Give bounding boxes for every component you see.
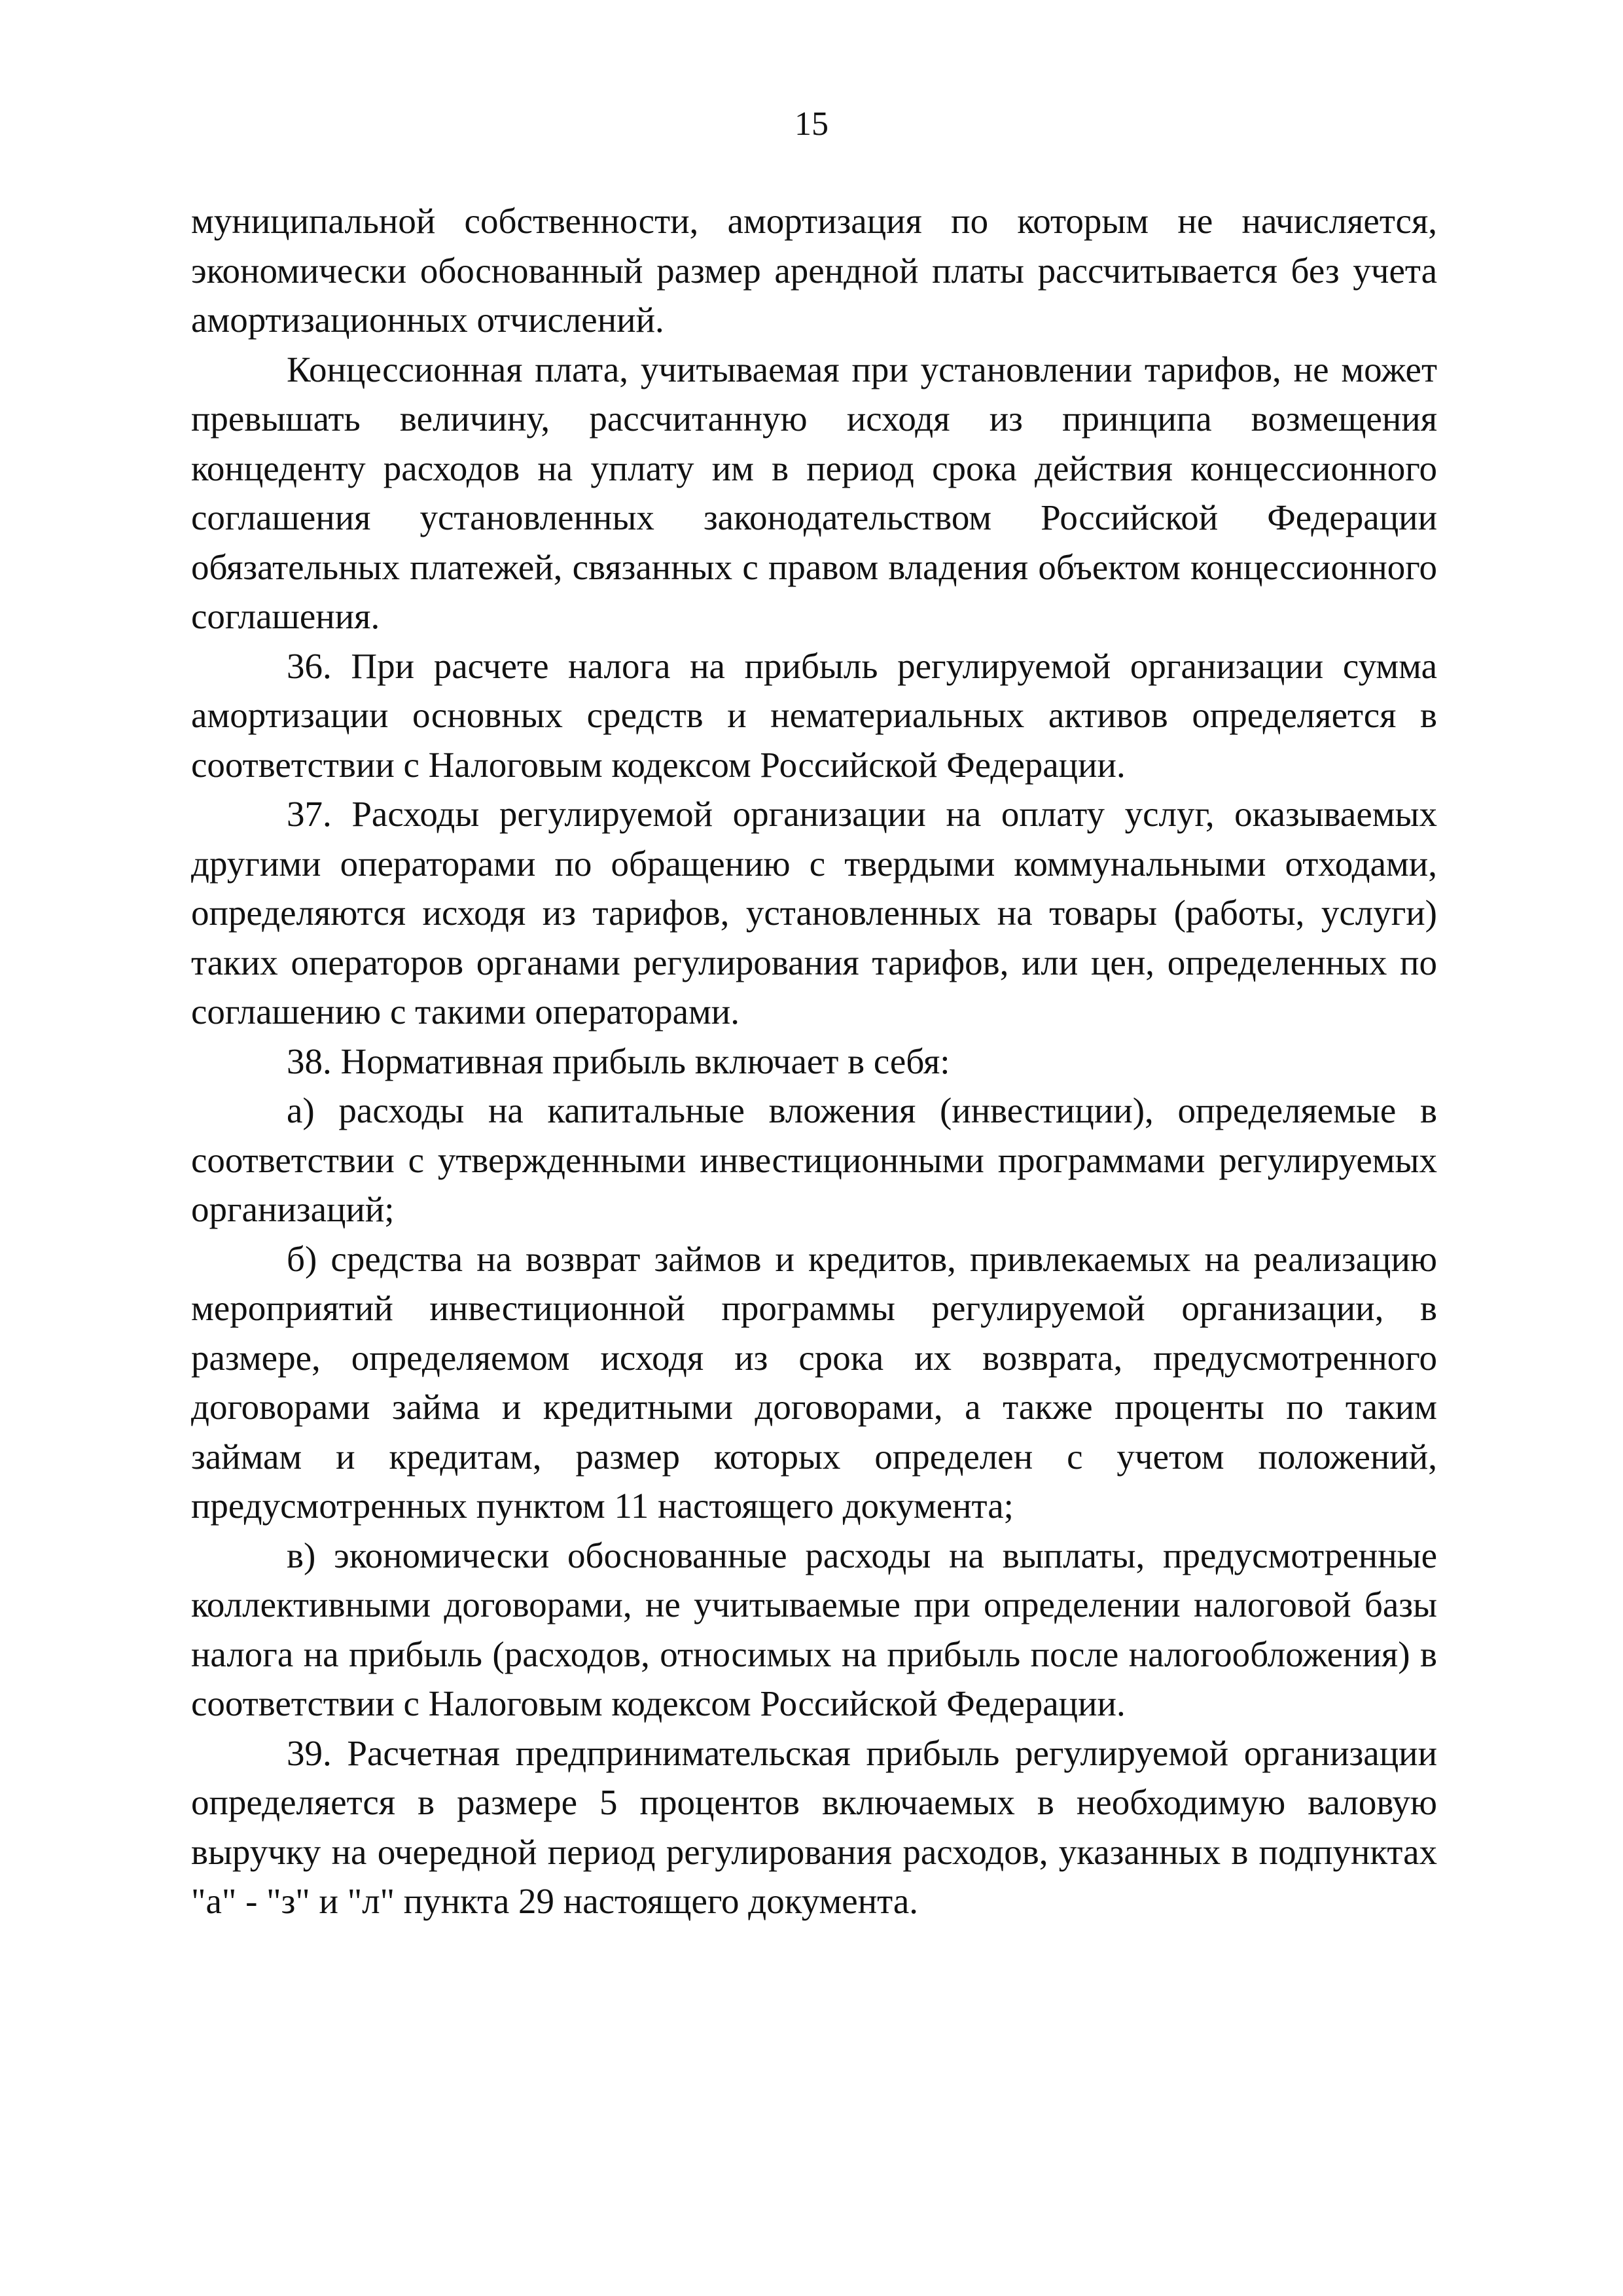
paragraph-subitem-b: б) средства на возврат займов и кредитов, привлекаемых на реализацию мероприятий инвестиционной программы регулируемой организации, в размере, определяемом исходя из срока их возврата, предусмотренного договорами займа и кредитными договорами, а также проценты по таким займам и кредитам, размер которых определен с учетом положений, предусмотренных пунктом 11 настоящего документа; [191,1238,1437,1526]
paragraph-item-37: 37. Расходы регулируемой организации на оплату услуг, оказываемых другими операторами по обращению с твердыми коммунальными отходами, определяются исходя из тарифов, установленных на товары (работы, услуги) таких операторов органами регулирования тарифов, или цен, определенных по соглашению с такими операторами. [191,794,1437,1031]
paragraph-concession-fee: Концессионная плата, учитываемая при установлении тарифов, не может превышать величину, рассчитанную исходя из принципа возмещения концеденту расходов на уплату им в период срока действия концессионного соглашения установленных законодательством Российской Федерации обязательных платежей, связанных с правом владения объектом концессионного соглашения. [191,349,1437,636]
paragraph-subitem-a: а) расходы на капитальные вложения (инвестиции), определяемые в соответствии с утвержденными инвестиционными программами регулируемых организаций; [191,1090,1437,1229]
paragraph-subitem-v: в) экономически обоснованные расходы на выплаты, предусмотренные коллективными договорами, не учитываемые при определении налоговой базы налога на прибыль (расходов, относимых на прибыль после налогообложения) в соответствии с Налоговым кодексом Российской Федерации. [191,1535,1437,1723]
page-number: 15 [794,105,829,143]
paragraph-item-39: 39. Расчетная предпринимательская прибыль регулируемой организации определяется в размере 5 процентов включаемых в необходимую валовую выручку на очередной период регулирования расходов, указанных в подпунктах "а" - "з" и "л" пункта 29 настоящего документа. [191,1732,1437,1921]
paragraph-item-38: 38. Нормативная прибыль включает в себя: [287,1041,950,1081]
paragraph-item-36: 36. При расчете налога на прибыль регулируемой организации сумма амортизации основных средств и нематериальных активов определяется в соответствии с Налоговым кодексом Российской Федерации. [191,645,1437,785]
paragraph-continuation: муниципальной собственности, амортизация по которым не начисляется, экономически обоснованный размер арендной платы рассчитывается без учета амортизационных отчислений. [191,201,1437,340]
document-body [191,196,1437,1926]
